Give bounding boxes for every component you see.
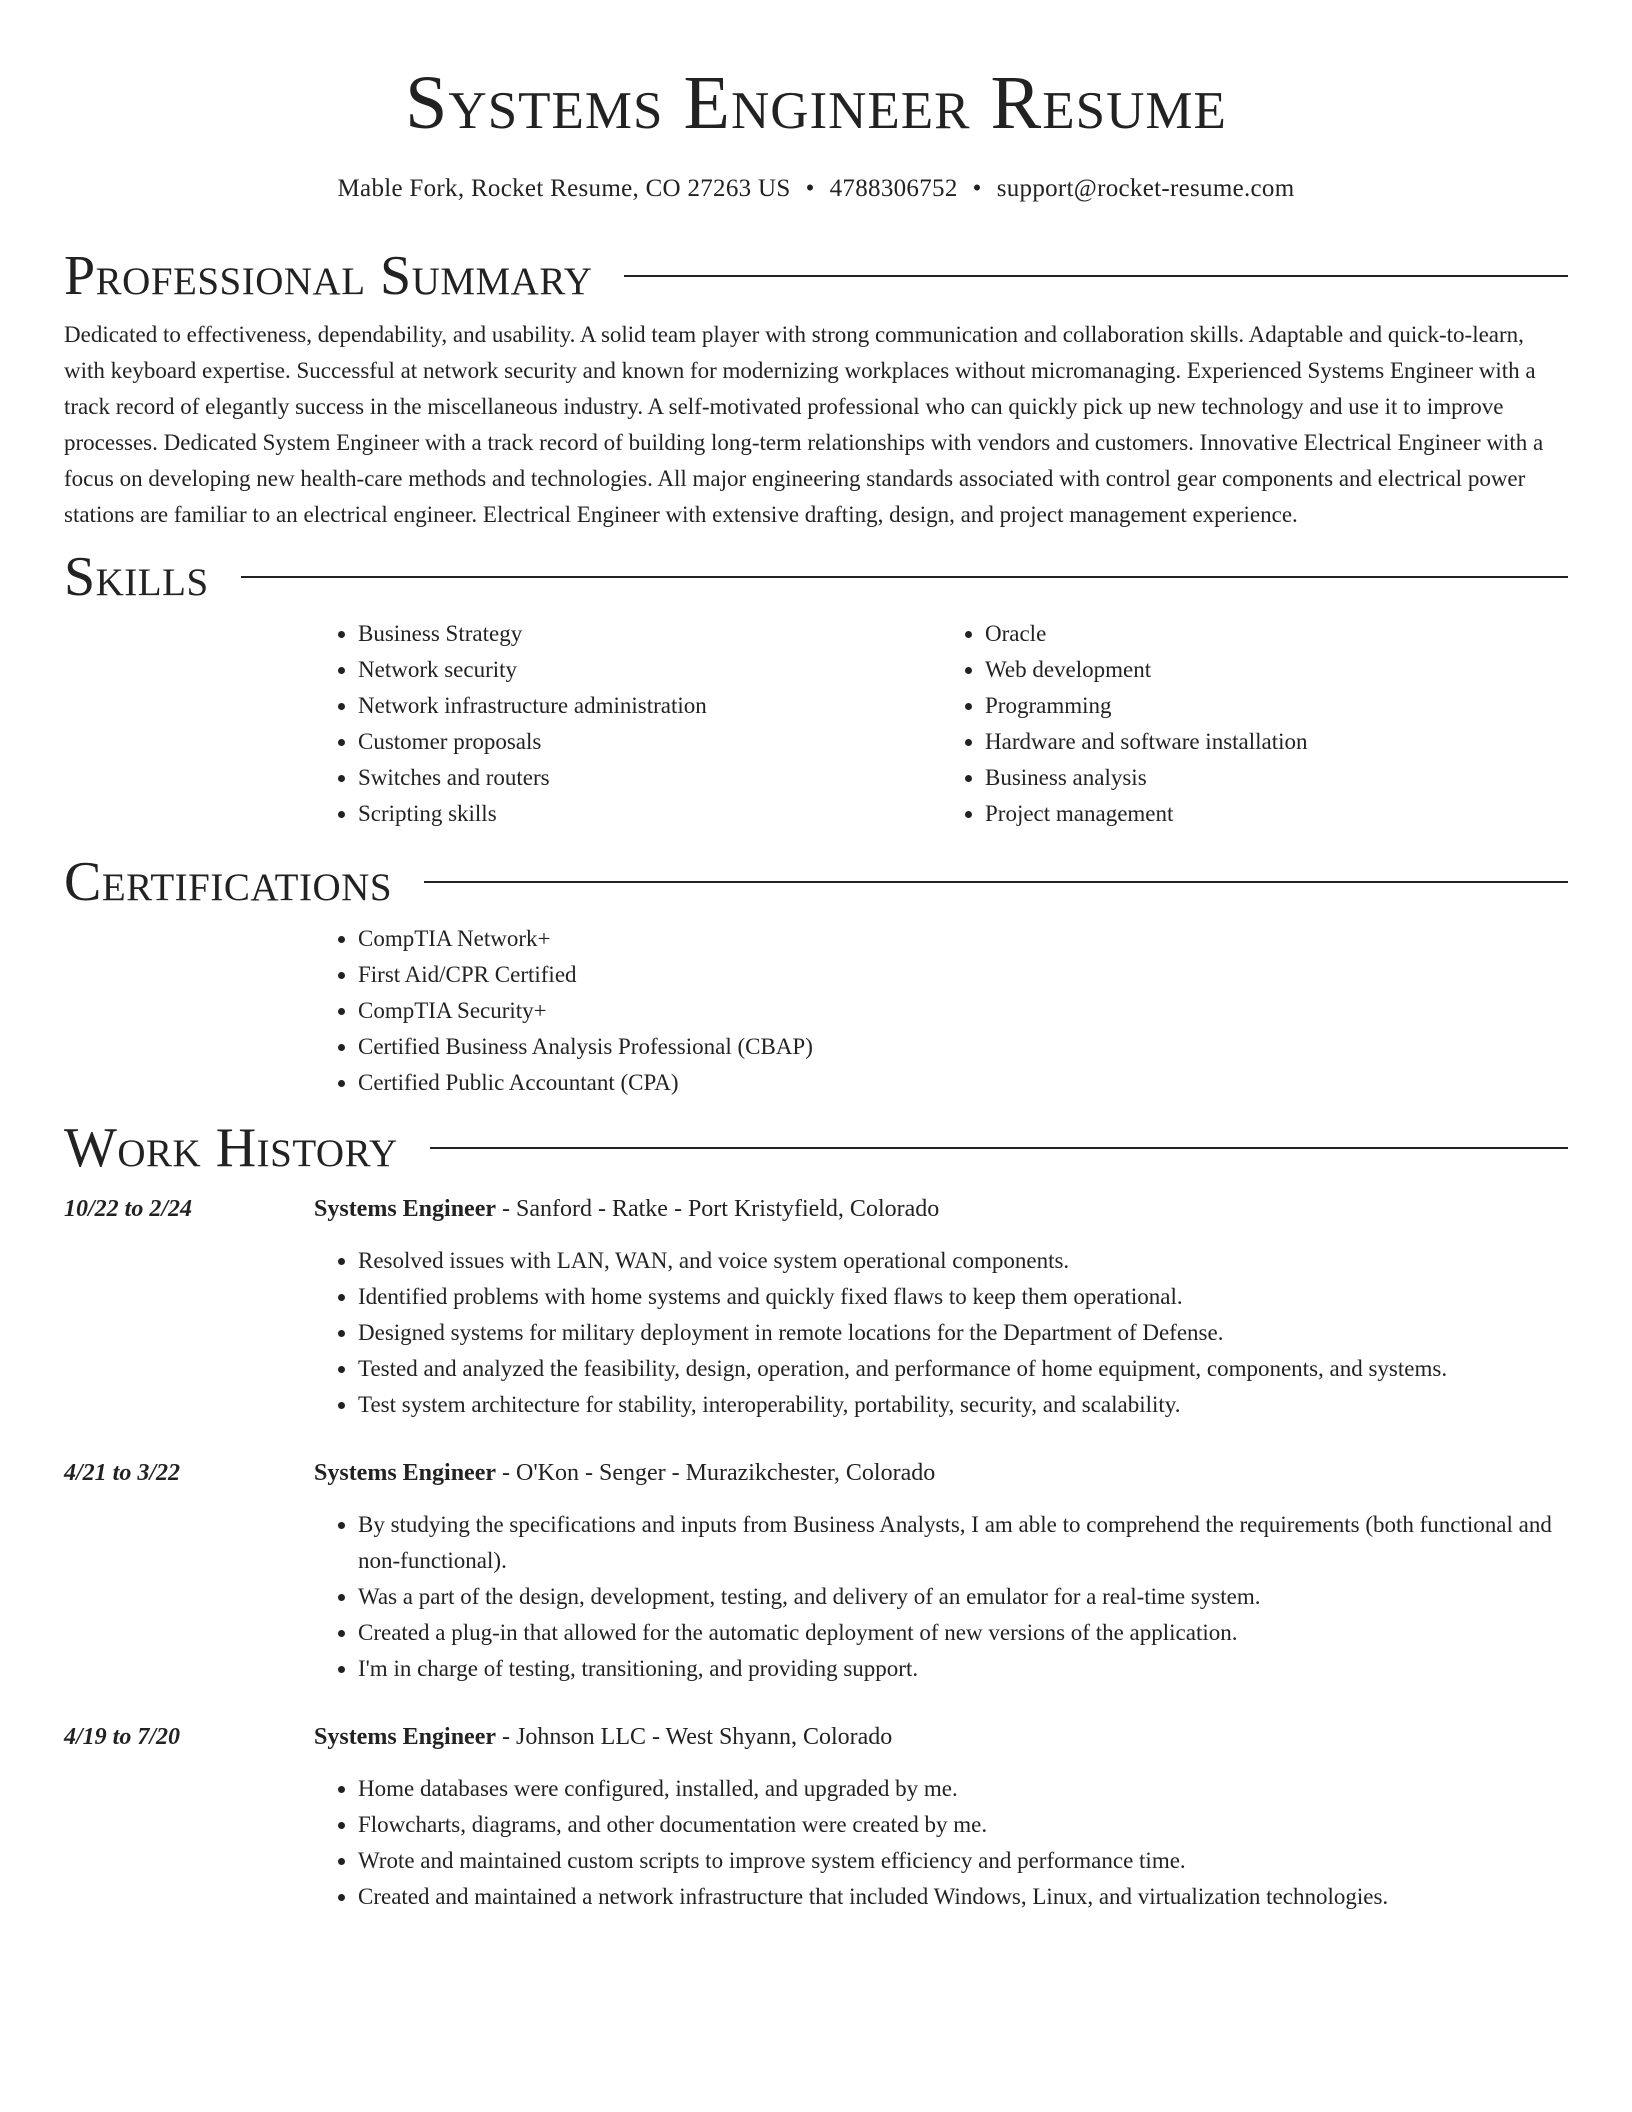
summary-header [64,243,1568,309]
skills-list-right [941,616,1568,832]
job-bullet-list [314,1771,1568,1915]
section-divider [430,1147,1568,1149]
job-bullet: • Wrote and maintained custom scripts to improve system efficiency and performance time. [358,1843,1568,1879]
skill-item: • Oracle [985,616,1568,652]
job-heading [314,1455,1568,1491]
skill-item: • Business analysis [985,760,1568,796]
job-entry [64,1191,1568,1423]
skill-item: • Programming [985,688,1568,724]
job-title: Systems Engineer [314,1460,496,1486]
job-bullet-list [314,1507,1568,1687]
job-bullet: • I'm in charge of testing, transitioning, and providing support. [358,1651,1568,1687]
skill-item: • Project management [985,796,1568,832]
job-bullet: • By studying the specifications and inputs from Business Analysts, I am able to comprehend the requirements (both functional and non-functional). [358,1507,1568,1579]
job-bullet: • Designed systems for military deployment in remote locations for the Department of Defense. [358,1315,1568,1351]
section-divider [241,576,1568,578]
job-bullet-list [314,1243,1568,1423]
section-divider [424,881,1568,883]
job-title: Systems Engineer [314,1196,496,1222]
summary-section [64,243,1568,533]
job-bullet: • Tested and analyzed the feasibility, design, operation, and performance of home equipment, components, and systems. [358,1351,1568,1387]
job-details: - Sanford - Ratke - Port Kristyfield, Colorado [496,1196,940,1222]
skill-item: • Hardware and software installation [985,724,1568,760]
certifications-list [314,921,1568,1101]
job-bullet: • Home databases were configured, installed, and upgraded by me. [358,1771,1568,1807]
job-body [314,1719,1568,1915]
contact-email: support@rocket-resume.com [996,175,1295,202]
job-bullet: • Created and maintained a network infrastructure that included Windows, Linux, and virtualization technologies. [358,1879,1568,1915]
skills-columns [314,616,1568,832]
certifications-section [64,849,1568,1101]
skill-item: • Scripting skills [358,796,941,832]
certification-item: • CompTIA Security+ [358,993,1568,1029]
job-heading [314,1719,1568,1755]
skill-item: • Web development [985,652,1568,688]
contact-phone: 4788306752 [829,175,958,202]
job-dates: 4/19 to 7/20 [64,1724,181,1750]
certification-item: • Certified Business Analysis Professional (CBAP) [358,1029,1568,1065]
certifications-header [64,849,1568,915]
certification-item: • Certified Public Accountant (CPA) [358,1065,1568,1101]
section-divider [624,275,1568,277]
job-bullet: • Identified problems with home systems and quickly fixed flaws to keep them operational. [358,1279,1568,1315]
certification-item: • First Aid/CPR Certified [358,957,1568,993]
skill-item: • Customer proposals [358,724,941,760]
skill-item: • Network infrastructure administration [358,688,941,724]
job-details: - Johnson LLC - West Shyann, Colorado [496,1724,893,1750]
job-body [314,1191,1568,1423]
job-bullet: • Was a part of the design, development, testing, and delivery of an emulator for a real-time system. [358,1579,1568,1615]
job-dates: 10/22 to 2/24 [64,1196,193,1222]
contact-separator: • [805,175,815,202]
job-bullet: • Created a plug-in that allowed for the automatic deployment of new versions of the application. [358,1615,1568,1651]
skills-section [64,544,1568,832]
summary-heading: Professional Summary [64,245,593,307]
work-history-header [64,1115,1568,1181]
resume-page [64,0,1568,1915]
job-entry [64,1719,1568,1915]
summary-text: Dedicated to effectiveness, dependability, and usability. A solid team player with strong communication and collaboration skills. Adaptable and quick-to-learn, with keyboard expertise. Successful at network security and known for modernizing workplaces without micromanaging. Experienced Systems Engineer with a track record of elegantly success in the miscellaneous industry. A self-motivated professional who can quickly pick up new technology and use it to improve processes. Dedicated System Engineer with a track record of building long-term relationships with vendors and customers. Innovative Electrical Engineer with a focus on developing new health-care methods and technologies. All major engineering standards associated with control gear components and electrical power stations are familiar to an electrical engineer. Electrical Engineer with extensive drafting, design, and project management experience. [64,322,1544,527]
job-title: Systems Engineer [314,1724,496,1750]
contact-info [64,172,1568,206]
job-bullet: • Test system architecture for stability, interoperability, portability, security, and scalability. [358,1387,1568,1423]
resume-title: Systems Engineer Resume [405,61,1227,145]
skills-heading: Skills [64,546,209,608]
contact-separator: • [972,175,982,202]
job-dates: 4/21 to 3/22 [64,1460,181,1486]
job-entry [64,1455,1568,1687]
certifications-heading: Certifications [64,851,393,913]
job-bullet: • Flowcharts, diagrams, and other documentation were created by me. [358,1807,1568,1843]
contact-address: Mable Fork, Rocket Resume, CO 27263 US [337,175,791,202]
skills-list-left [314,616,941,832]
job-body [314,1455,1568,1687]
certification-item: • CompTIA Network+ [358,921,1568,957]
work-history-heading: Work History [64,1117,398,1179]
job-heading [314,1191,1568,1227]
skills-header [64,544,1568,610]
skill-item: • Network security [358,652,941,688]
job-bullet: • Resolved issues with LAN, WAN, and voice system operational components. [358,1243,1568,1279]
job-details: - O'Kon - Senger - Murazikchester, Colorado [496,1460,936,1486]
skill-item: • Switches and routers [358,760,941,796]
work-history-section [64,1115,1568,1915]
skill-item: • Business Strategy [358,616,941,652]
